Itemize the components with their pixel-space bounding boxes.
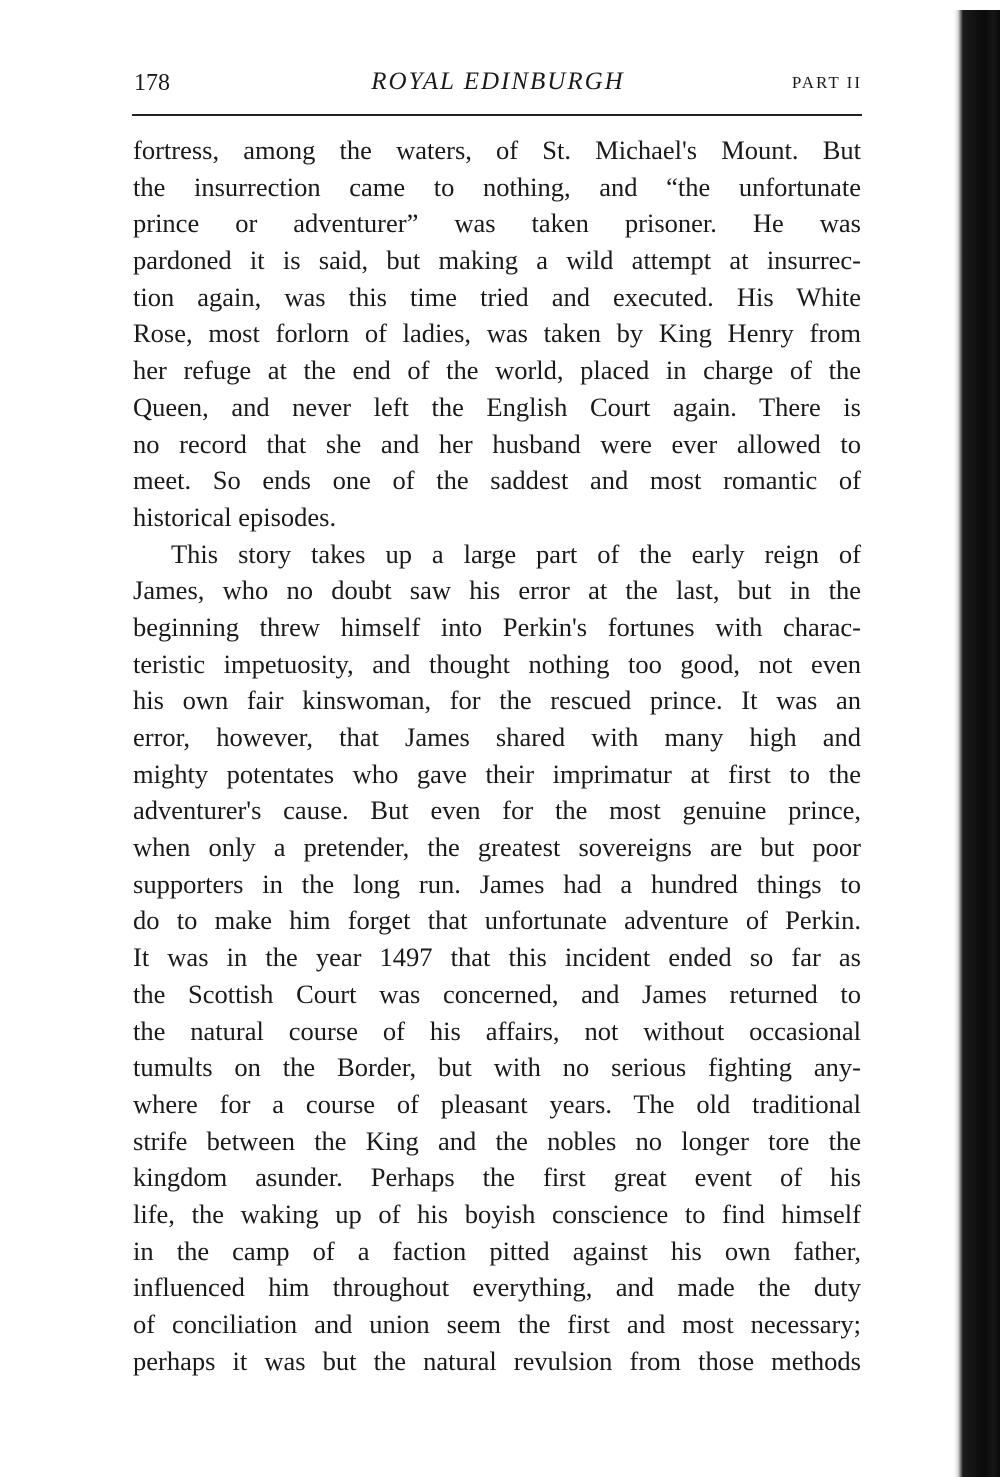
- text-line: tumults on the Border, but with no serious fighting any-: [133, 1052, 861, 1083]
- text-line: his own fair kinswoman, for the rescued prince. It was an: [133, 685, 861, 716]
- text-line: kingdom asunder. Perhaps the first great event of his: [133, 1162, 861, 1193]
- paragraph-end-line: historical episodes.: [133, 501, 337, 532]
- text-line: no record that she and her husband were ever allowed to: [133, 428, 861, 459]
- text-line: when only a pretender, the greatest sovereigns are but poor: [133, 832, 861, 863]
- text-line: fortress, among the waters, of St. Michael's Mount. But: [133, 135, 861, 165]
- scan-binding-edge: [954, 10, 1000, 1477]
- text-line: tion again, was this time tried and executed. His White: [133, 281, 861, 312]
- text-line: supporters in the long run. James had a hundred things to: [133, 868, 861, 899]
- part-label: PART II: [791, 73, 862, 92]
- text-line: Rose, most forlorn of ladies, was taken by King Henry from: [133, 318, 861, 349]
- text-line: prince or adventurer” was taken prisoner. He was: [133, 208, 861, 239]
- text-line: Queen, and never left the English Court again. There is: [133, 391, 861, 422]
- text-line: adventurer's cause. But even for the most genuine prince,: [133, 795, 861, 826]
- text-line: mighty potentates who gave their imprimatur at first to the: [133, 758, 861, 789]
- text-line: It was in the year 1497 that this incident ended so far as: [133, 942, 861, 973]
- text-line: error, however, that James shared with many high and: [133, 722, 861, 752]
- text-line: the Scottish Court was concerned, and James returned to: [133, 978, 861, 1009]
- text-line: in the camp of a faction pitted against his own father,: [133, 1235, 861, 1266]
- text-line: the natural course of his affairs, not without occasional: [133, 1015, 861, 1046]
- text-line: life, the waking up of his boyish conscience to find himself: [133, 1198, 861, 1229]
- text-line: of conciliation and union seem the first and most necessary;: [133, 1309, 861, 1339]
- text-line: do to make him forget that unfortunate adventure of Perkin.: [133, 905, 861, 936]
- header-rule: [132, 114, 862, 116]
- text-line: influenced him throughout everything, and made the duty: [133, 1272, 861, 1303]
- text-line: perhaps it was but the natural revulsion from those methods: [133, 1345, 861, 1376]
- text-line: where for a course of pleasant years. The old traditional: [133, 1088, 861, 1119]
- text-line: strife between the King and the nobles no longer tore the: [133, 1125, 861, 1156]
- text-line: the insurrection came to nothing, and “the unfortunate: [133, 171, 861, 202]
- running-head: [134, 64, 862, 104]
- text-line: her refuge at the end of the world, placed in charge of the: [133, 355, 861, 386]
- text-line: teristic impetuosity, and thought nothing too good, not even: [133, 648, 861, 679]
- body-text: [133, 132, 861, 1379]
- text-line: beginning threw himself into Perkin's fortunes with charac-: [133, 611, 861, 642]
- paragraph-start-line: This story takes up a large part of the early reign of: [171, 538, 861, 569]
- text-line: James, who no doubt saw his error at the last, but in the: [133, 575, 861, 606]
- page-number: 178: [134, 70, 170, 96]
- text-line: pardoned it is said, but making a wild attempt at insurrec-: [133, 245, 861, 276]
- text-line: meet. So ends one of the saddest and most romantic of: [133, 465, 861, 496]
- book-title: ROYAL EDINBURGH: [371, 68, 625, 95]
